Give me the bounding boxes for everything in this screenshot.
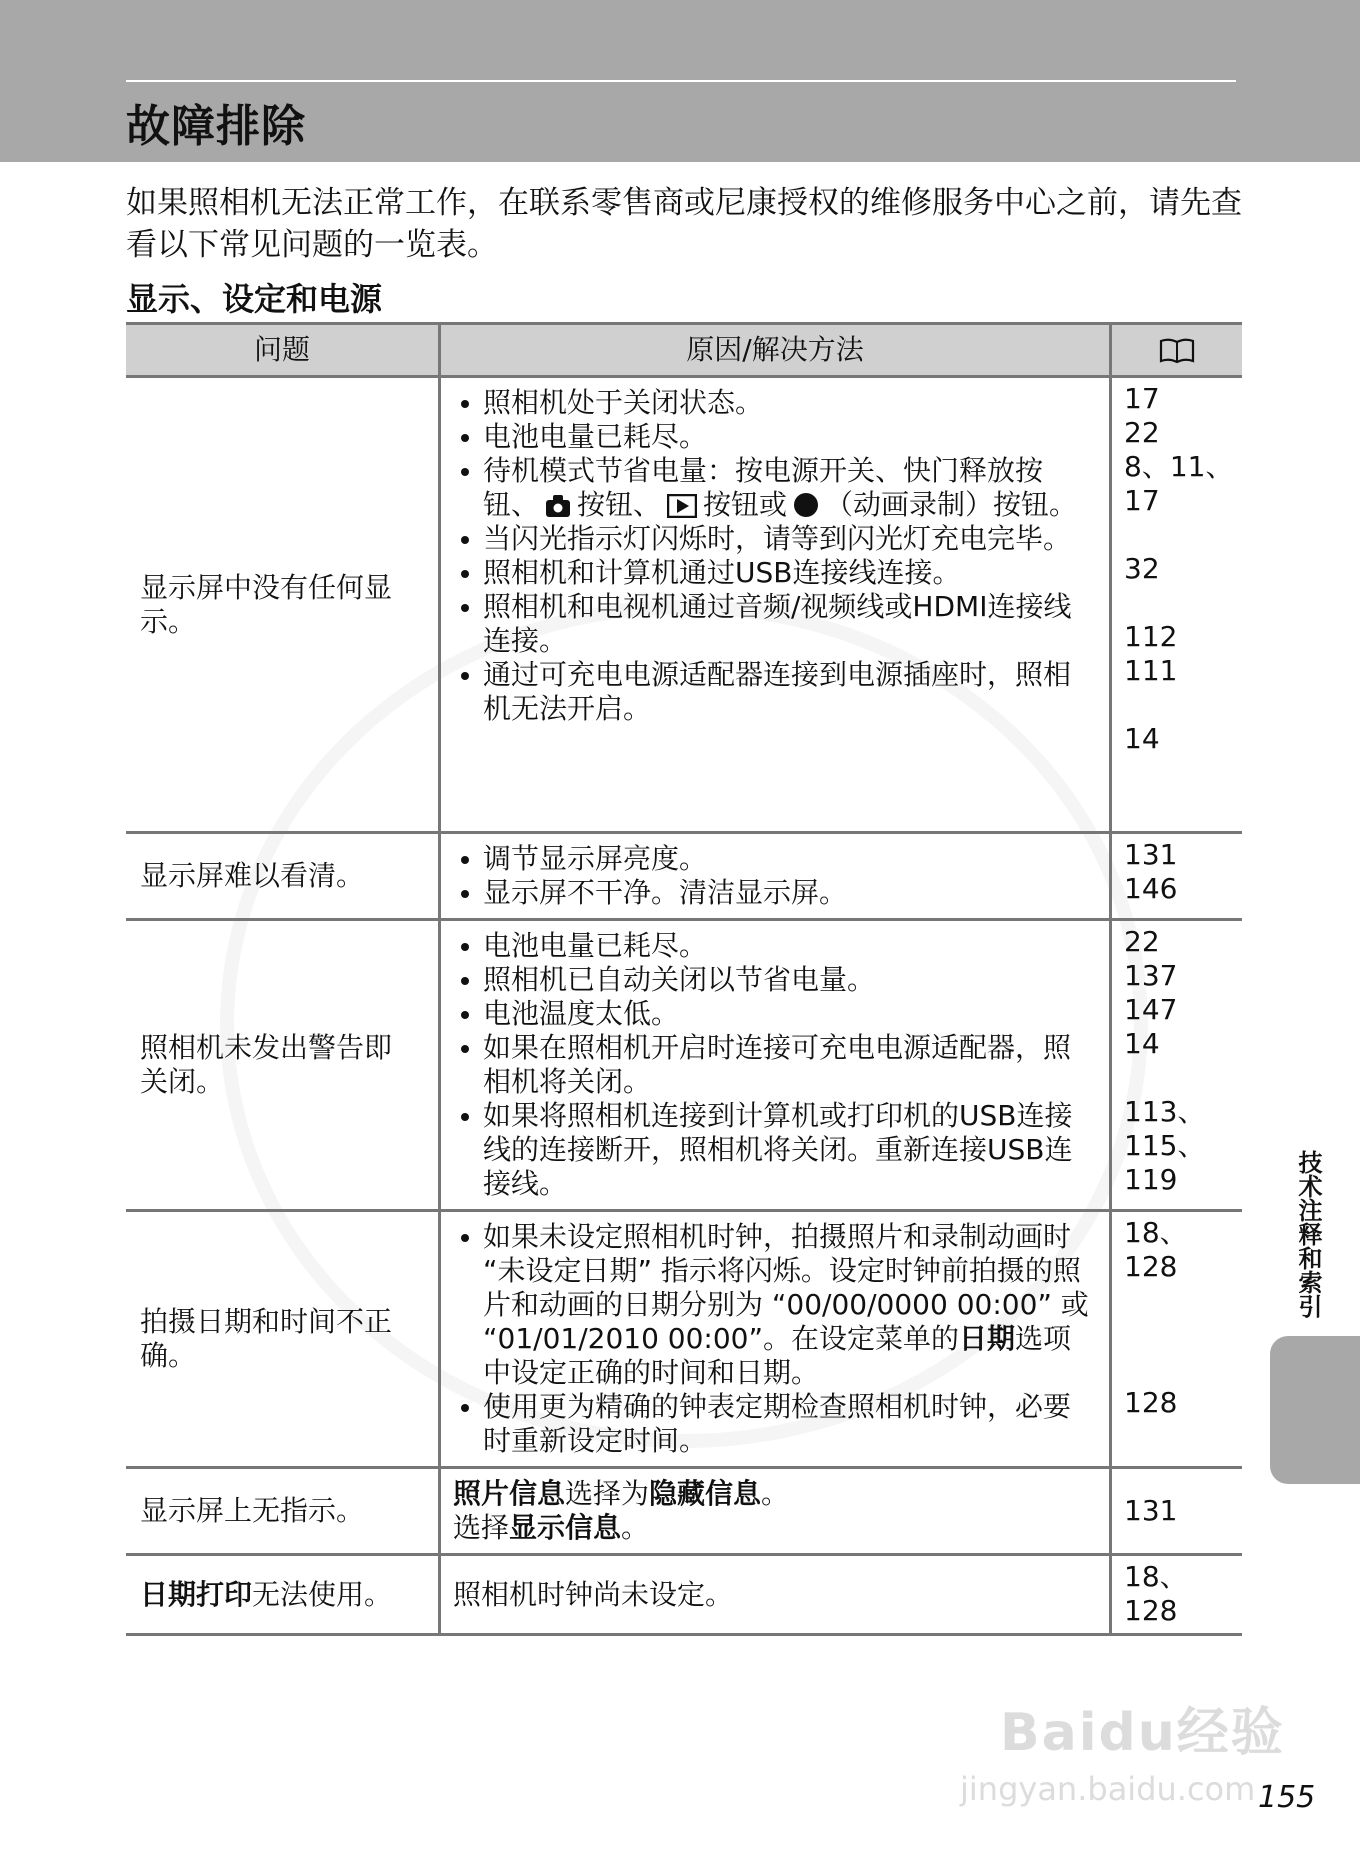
cause-cell — [440, 920, 1111, 1211]
cause-line — [453, 1477, 1091, 1511]
problem-cell — [126, 1555, 440, 1635]
setting-value: 隐藏信息 — [649, 1477, 762, 1510]
cause-item: 使用更为精确的钟表定期检查照相机时钟，必要时重新设定时间。 — [483, 1390, 1091, 1458]
cause-cell — [440, 1211, 1111, 1468]
page-ref: 137 — [1124, 959, 1178, 992]
cause-cell: 照相机时钟尚未设定。 — [440, 1555, 1111, 1635]
page-ref-cell — [1111, 1211, 1243, 1468]
table-row — [126, 1468, 1242, 1555]
cause-item: 照相机处于关闭状态。 — [483, 386, 1091, 420]
page-ref: 128 — [1124, 1594, 1178, 1627]
problem-cell: 显示屏难以看清。 — [126, 833, 440, 920]
page-ref-cell — [1111, 377, 1243, 833]
table-row — [126, 1555, 1242, 1635]
troubleshooting-table — [126, 322, 1242, 1636]
setting-name-date-imprint: 日期打印 — [140, 1577, 253, 1611]
cause-cell — [440, 377, 1111, 833]
side-tab — [1270, 1336, 1360, 1484]
cause-item: 通过可充电电源适配器连接到电源插座时，照相机无法开启。 — [483, 658, 1091, 726]
cause-item: 显示屏不干净。清洁显示屏。 — [483, 876, 1091, 910]
page-ref — [1124, 586, 1242, 620]
camera-icon — [545, 494, 571, 518]
cause-item: 当闪光指示灯闪烁时，请等到闪光灯充电完毕。 — [483, 522, 1091, 556]
cause-text: 如果未设定照相机时钟，拍摄照片和录制动画时 “未设定日期” 指示将闪烁。设定时钟前拍摄的照片和动画的日期分别为 “00/00/0000 00:00” 或 “01/01/2010 00:00”。在设定菜单的 — [483, 1220, 1089, 1355]
page-ref — [1124, 518, 1242, 552]
page-ref: 18、 — [1124, 1560, 1188, 1593]
cause-text: 按钮或 — [703, 488, 788, 521]
cause-item: 调节显示屏亮度。 — [483, 842, 1091, 876]
page-ref: 22 — [1124, 416, 1160, 449]
page-ref: 32 — [1124, 552, 1160, 585]
cause-item — [483, 1220, 1091, 1390]
page-ref: 146 — [1124, 872, 1178, 905]
cause-text: 。 — [761, 1477, 790, 1510]
page-ref: 17 — [1124, 484, 1160, 517]
baidu-watermark-url: jingyan.baidu.com — [960, 1770, 1256, 1808]
header-reference — [1111, 324, 1243, 377]
cause-item: 电池电量已耗尽。 — [483, 420, 1091, 454]
cause-text: 待机模式节省电量：按电源开关、快门释放按钮、 — [483, 454, 1044, 521]
page-ref: 115、 — [1124, 1129, 1206, 1162]
cause-item — [483, 454, 1091, 522]
page-ref: 131 — [1124, 838, 1178, 871]
page-ref: 147 — [1124, 993, 1178, 1026]
page-ref: 8、11、 — [1124, 450, 1234, 483]
page-ref: 128 — [1124, 1386, 1178, 1419]
table-row — [126, 833, 1242, 920]
table-header-row — [126, 324, 1242, 377]
page-ref — [1124, 1318, 1242, 1352]
page-ref-cell — [1111, 920, 1243, 1211]
table-row — [126, 377, 1242, 833]
page-ref — [1124, 688, 1242, 722]
cause-text: 选择 — [453, 1511, 510, 1544]
record-icon — [793, 492, 819, 518]
setting-name-date: 日期 — [959, 1322, 1016, 1355]
page-ref: 18、 — [1124, 1216, 1188, 1249]
page-number: 155 — [1258, 1780, 1316, 1815]
setting-name: 照片信息 — [453, 1477, 566, 1510]
header-cause: 原因/解决方法 — [440, 324, 1111, 377]
page-ref: 131 — [1124, 1494, 1178, 1527]
problem-cell: 照相机未发出警告即关闭。 — [126, 920, 440, 1211]
page-ref: 128 — [1124, 1250, 1178, 1283]
page-ref — [1124, 1061, 1242, 1095]
page-ref: 17 — [1124, 382, 1160, 415]
page-ref: 14 — [1124, 1027, 1160, 1060]
problem-cell: 显示屏中没有任何显示。 — [126, 377, 440, 833]
page-ref: 119 — [1124, 1163, 1178, 1196]
cause-text: 。 — [621, 1511, 650, 1544]
problem-cell: 显示屏上无指示。 — [126, 1468, 440, 1555]
problem-text: 无法使用。 — [252, 1577, 393, 1611]
table-row — [126, 920, 1242, 1211]
table-row — [126, 1211, 1242, 1468]
cause-text: 按钮、 — [577, 488, 662, 521]
intro-paragraph: 如果照相机无法正常工作，在联系零售商或尼康授权的维修服务中心之前，请先查看以下常见问题的一览表。 — [126, 185, 1242, 263]
cause-cell — [440, 833, 1111, 920]
header-problem: 问题 — [126, 324, 440, 377]
page-ref: 112 — [1124, 620, 1178, 653]
page-ref-cell — [1111, 1555, 1243, 1635]
page-ref: 111 — [1124, 654, 1178, 687]
cause-text: 选项中设定正确的时间和日期。 — [483, 1322, 1072, 1389]
section-title: 显示、设定和电源 — [126, 280, 383, 318]
problem-cell: 拍摄日期和时间不正确。 — [126, 1211, 440, 1468]
page-ref-cell — [1111, 833, 1243, 920]
page-ref — [1124, 1352, 1242, 1386]
play-icon — [667, 494, 697, 518]
header-rule — [126, 80, 1236, 82]
page-title: 故障排除 — [126, 101, 306, 152]
cause-text: （动画录制）按钮。 — [825, 488, 1078, 521]
cause-item: 电池电量已耗尽。 — [483, 929, 1091, 963]
page-ref — [1124, 1284, 1242, 1318]
page-ref: 22 — [1124, 925, 1160, 958]
setting-value: 显示信息 — [509, 1511, 622, 1544]
cause-item: 电池温度太低。 — [483, 997, 1091, 1031]
cause-item: 照相机已自动关闭以节省电量。 — [483, 963, 1091, 997]
cause-item: 如果将照相机连接到计算机或打印机的USB连接线的连接断开，照相机将关闭。重新连接USB连接线。 — [483, 1099, 1091, 1201]
page-ref-cell — [1111, 1468, 1243, 1555]
cause-cell — [440, 1468, 1111, 1555]
side-tab-label: 技术注释和索引 — [1294, 1150, 1322, 1318]
cause-line — [453, 1511, 1091, 1545]
cause-text: 选择为 — [565, 1477, 650, 1510]
cause-item: 照相机和电视机通过音频/视频线或HDMI连接线连接。 — [483, 590, 1091, 658]
cause-item: 照相机和计算机通过USB连接线连接。 — [483, 556, 1091, 590]
page-ref: 113、 — [1124, 1095, 1206, 1128]
page-ref: 14 — [1124, 722, 1160, 755]
baidu-watermark: Baidu经验 — [1000, 1703, 1285, 1763]
book-icon — [1157, 336, 1197, 366]
cause-item: 如果在照相机开启时连接可充电电源适配器，照相机将关闭。 — [483, 1031, 1091, 1099]
